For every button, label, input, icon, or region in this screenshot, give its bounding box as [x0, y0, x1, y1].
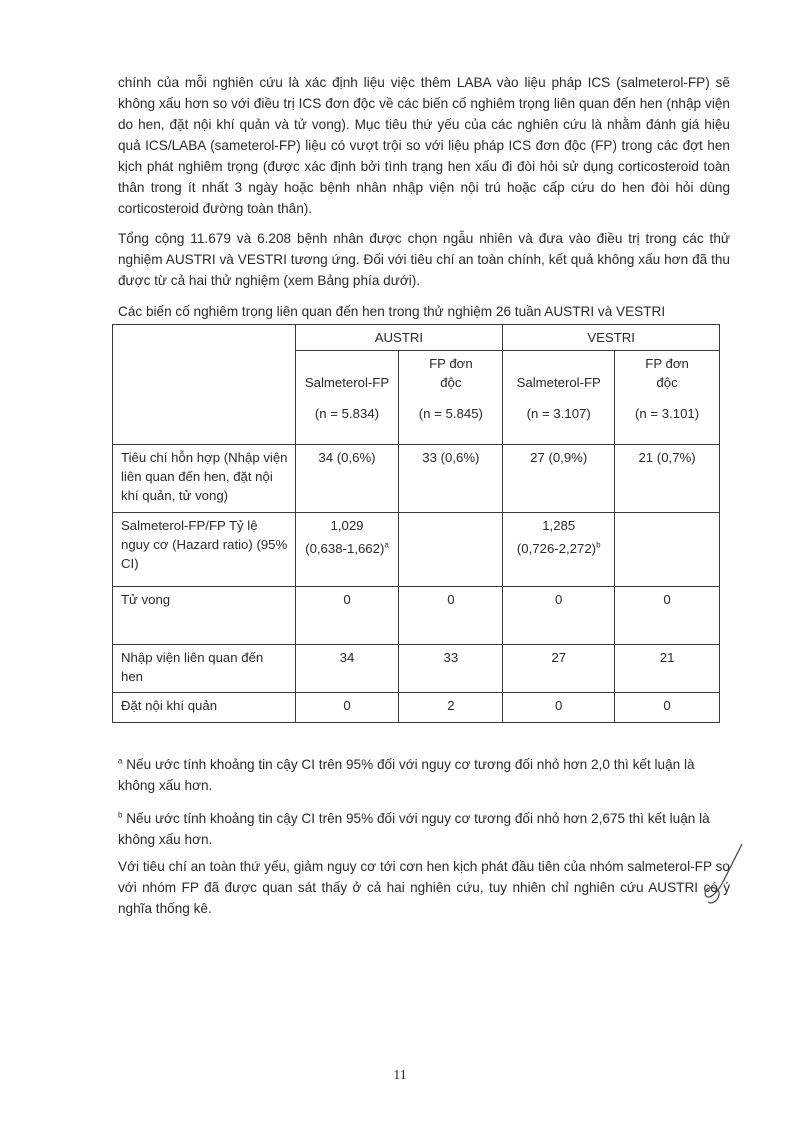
- cell-hosp-austri-fp: 33: [399, 645, 503, 693]
- cell-hosp-vestri-sfp: 27: [503, 645, 615, 693]
- row-label-hazard: Salmeterol-FP/FP Tỷ lệ nguy cơ (Hazard ratio) (95% CI): [113, 513, 296, 587]
- row-label-intubation: Đặt nội khí quản: [113, 693, 296, 723]
- paragraph-enrollment: Tổng cộng 11.679 và 6.208 bệnh nhân được chọn ngẫu nhiên và đưa vào điều trị trong các thử nghiệm AUSTRI và VESTRI tương ứng. Đối với tiêu chí an toàn chính, kết quả không xấu hơn đã thu được từ cả hai thử nghiệm (xem Bảng phía dưới).: [118, 231, 730, 288]
- paragraph-secondary-endpoint: Với tiêu chí an toàn thứ yếu, giảm nguy cơ tới cơn hen kịch phát đầu tiên của nhóm salmeterol-FP so với nhóm FP đã được quan sát thấy ở cả hai nghiên cứu, tuy nhiên chỉ nghiên cứu AUSTRI có ý nghĩa thống kê.: [118, 859, 730, 916]
- handwritten-signature-mark: [690, 840, 750, 910]
- table-caption: Các biến cố nghiêm trọng liên quan đến hen trong thử nghiệm 26 tuần AUSTRI và VESTRI: [118, 304, 666, 319]
- cell-composite-vestri-fp: 21 (0,7%): [615, 445, 720, 513]
- page-number: 11: [393, 1068, 407, 1083]
- table-row-hazard: [113, 513, 720, 587]
- cell-intub-austri-sfp: 0: [295, 693, 399, 723]
- paragraph-primary-endpoint: chính của mỗi nghiên cứu là xác định liệu việc thêm LABA vào liệu pháp ICS (salmeterol-FP) sẽ không xấu hơn so với điều trị ICS đơn độc về các biến cố nghiêm trọng liên quan đến hen (nhập viện do hen, đặt nội khí quản và tử vong). Mục tiêu thứ yếu của các nghiên cứu là nhằm đánh giá hiệu quả ICS/LABA (sameterol-FP) liệu có vượt trội so với liệu pháp ICS đơn độc (FP) trong các đợt hen kịch phát nghiêm trọng (được xác định bởi tình trạng hen xấu đi đòi hỏi sử dụng corticosteroid toàn thân trong ít nhất 3 ngày hoặc bệnh nhân nhập viện nội trú hoặc cấp cứu do hen đòi hỏi dùng corticosteroid đường toàn thân).: [118, 75, 730, 216]
- cell-composite-austri-sfp: 34 (0,6%): [295, 445, 399, 513]
- header-austri-fp-alone: FP đơn độc (n = 5.845): [399, 351, 503, 445]
- row-label-composite: Tiêu chí hỗn hợp (Nhập viện liên quan đến hen, đặt nội khí quản, tử vong): [113, 445, 296, 513]
- group-austri: AUSTRI: [295, 325, 503, 351]
- cell-composite-vestri-sfp: 27 (0,9%): [503, 445, 615, 513]
- cell-death-austri-fp: 0: [399, 587, 503, 645]
- header-vestri-salmeterol-fp: Salmeterol-FP (n = 3.107): [503, 351, 615, 445]
- table-row-intubation: [113, 693, 720, 723]
- footnote-a: $^a$ Nếu ước tính khoảng tin cậy CI trên 95% đối với nguy cơ tương đối nhỏ hơn 2,0 thì kết luận là không xấu hơn.: [118, 756, 695, 793]
- table-row-death: [113, 587, 720, 645]
- cell-hosp-vestri-fp: 21: [615, 645, 720, 693]
- cell-hazard-austri-empty: [399, 513, 503, 587]
- cell-intub-austri-fp: 2: [399, 693, 503, 723]
- cell-hosp-austri-sfp: 34: [295, 645, 399, 693]
- row-label-death: Tử vong: [113, 587, 296, 645]
- header-austri-salmeterol-fp: Salmeterol-FP (n = 5.834): [295, 351, 399, 445]
- cell-hazard-vestri-empty: [615, 513, 720, 587]
- cell-hazard-austri: 1,029 $(0,638-1,662)^a$: [295, 513, 399, 587]
- cell-intub-vestri-fp: 0: [615, 693, 720, 723]
- table-corner-cell: [113, 325, 296, 445]
- asthma-events-table: [112, 324, 720, 723]
- group-vestri: VESTRI: [503, 325, 720, 351]
- table-row-composite: [113, 445, 720, 513]
- cell-intub-vestri-sfp: 0: [503, 693, 615, 723]
- footnote-b: $^b$ Nếu ước tính khoảng tin cậy CI trên 95% đối với nguy cơ tương đối nhỏ hơn 2,675 thì kết luận là không xấu hơn.: [118, 810, 710, 847]
- cell-death-vestri-fp: 0: [615, 587, 720, 645]
- cell-death-vestri-sfp: 0: [503, 587, 615, 645]
- table-row-hospitalization: [113, 645, 720, 693]
- cell-death-austri-sfp: 0: [295, 587, 399, 645]
- cell-hazard-vestri: 1,285 $(0,726-2,272)^b$: [503, 513, 615, 587]
- table-row-groups: [113, 325, 720, 351]
- header-vestri-fp-alone: FP đơn độc (n = 3.101): [615, 351, 720, 445]
- cell-composite-austri-fp: 33 (0,6%): [399, 445, 503, 513]
- row-label-hospitalization: Nhập viện liên quan đến hen: [113, 645, 296, 693]
